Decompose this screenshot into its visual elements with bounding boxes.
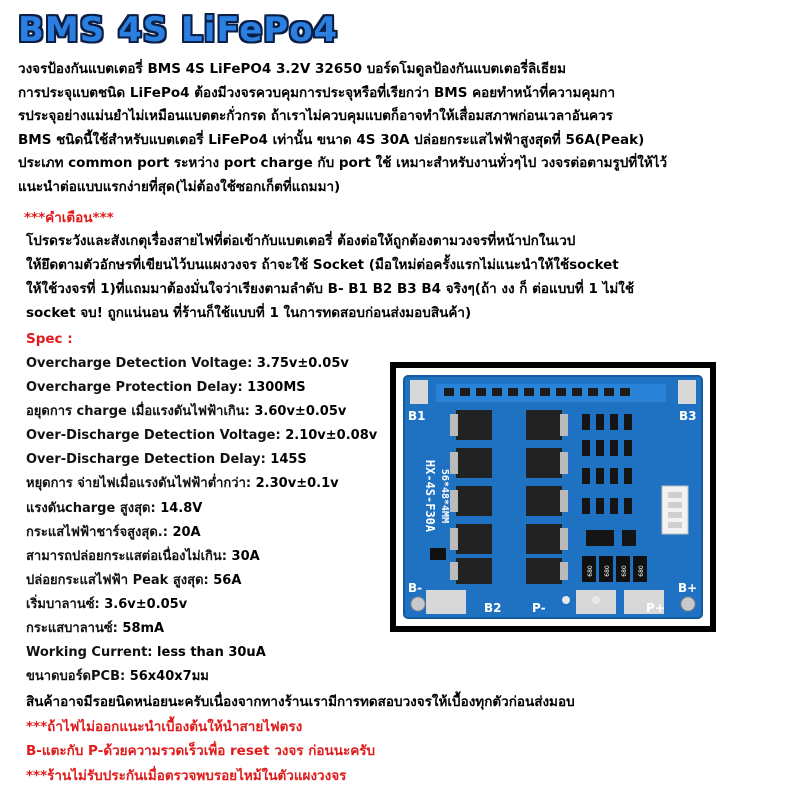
pad-label-b-minus: B-: [408, 581, 423, 595]
footer-warning: ***ถ้าไฟไม่ออกแนะนำเบื้องต้นให้นำสายไฟตรง: [26, 718, 303, 735]
pad-label-p-plus: P+: [646, 601, 665, 615]
pad-label-p-minus: P-: [532, 601, 546, 615]
spec-value: 145S: [270, 452, 307, 468]
spec-value: 14.8V: [160, 500, 203, 516]
warning-line: ให้ใช้วงจรที่ 1)ที่แถมมาต้องมั่นใจว่าเรียงตามลำดับ B- B1 B2 B3 B4 จริงๆ(ถ้า งง ก็ ต่อแบบที่ 1 ไม่ใช้: [26, 281, 635, 297]
intro-line: แนะนำต่อแบบแรกง่ายที่สุด(ไม่ต้องใช้ซอกเก็ตที่แถมมา): [18, 178, 341, 195]
warning-line: ให้ยึดตามตัวอักษรที่เขียนไว้บนแผงวงจร ถ้าจะใช้ Socket (มือใหม่ต่อครั้งแรกไม่แนะนำให้ใช้socket: [26, 257, 619, 273]
intro-line: ประเภท common port ระหว่าง port charge กับ port ใช้ เหมาะสำหรับงานทั่วๆไป วงจรต่อตามรูปที่ให้ไว้: [18, 155, 668, 171]
spec-row: [26, 617, 396, 641]
pad-label-b1: B1: [408, 409, 426, 423]
spec-label: กระแสบาลานซ์:: [26, 621, 123, 637]
pad-label-b3: B3: [679, 409, 697, 423]
spec-row: [26, 472, 396, 496]
pad-label-b-plus: B+: [678, 581, 698, 595]
page-title: BMS 4S LiFePo4: [18, 10, 339, 50]
board-model-label: HX-4S-F30A: [423, 459, 437, 533]
spec-label: Over-Discharge Detection Voltage:: [26, 428, 286, 444]
spec-row: [26, 497, 396, 521]
footer-notes: [26, 690, 786, 788]
warning-title: ***คำเตือน***: [24, 210, 114, 226]
resistor-label: 680: [638, 565, 645, 577]
resistor-label: 680: [604, 565, 611, 577]
spec-row: [26, 376, 396, 400]
warning-line: โปรดระวังและสังเกตุเรื่องสายไฟที่ต่อเข้ากับแบตเตอรี่ ต้องต่อให้ถูกต้องตามวงจรที่หน้าปกในเวป: [26, 233, 576, 249]
spec-value: 58mA: [122, 621, 165, 637]
spec-label: Overcharge Protection Delay:: [26, 380, 248, 396]
spec-value: 20A: [172, 524, 201, 540]
spec-row: [26, 352, 396, 376]
spec-label: ขนาดบอร์ดPCB:: [26, 669, 130, 685]
spec-value: 56x40x7มม: [129, 669, 209, 685]
spec-row: [26, 521, 396, 545]
resistor-label: 680: [587, 565, 594, 577]
spec-value: 3.75v±0.05v: [256, 356, 349, 371]
footer-warning: B-แตะกับ P-ด้วยความรวดเร็วเพื่อ reset วงจร ก่อนนะครับ: [26, 743, 376, 759]
spec-label: ปล่อยกระแสไฟฟ้า Peak สูงสุด:: [26, 572, 214, 588]
spec-label: Overcharge Detection Voltage:: [26, 356, 257, 371]
intro-line: รประจุอย่างแม่นยำไม่เหมือนแบตตะกั่วกรด ถ้าเราไม่ควบคุมแบตก็อาจทำให้เสื่อมสภาพก่อนเวลาอันควร: [18, 108, 613, 124]
spec-label: Over-Discharge Detection Delay:: [26, 452, 271, 468]
spec-label: แรงดันcharge สูงสุด:: [26, 500, 161, 516]
spec-value: 30A: [231, 548, 260, 564]
spec-value: 3.60v±0.05v: [254, 404, 347, 420]
spec-value: 2.30v±0.1v: [255, 476, 339, 492]
spec-label: อยุดการ charge เมื่อแรงดันไฟฟ้าเกิน:: [26, 404, 255, 420]
board-photo-frame: [390, 362, 716, 632]
footer-note: สินค้าอาจมีรอยนิดหน่อยนะครับเนื่องจากทางร้านเรามีการทดสอบวงจรให้เบื้องทุกตัวก่อนส่งมอบ: [26, 694, 575, 710]
warning-text: [26, 229, 786, 325]
board-photo: [396, 368, 710, 626]
footer-warning: ***ร้านไม่รับประกันเมื่อตรวจพบรอยไหม้ในตัวแผงวงจร: [26, 767, 347, 784]
resistor-label: 680: [621, 565, 628, 577]
spec-value: 56A: [213, 572, 242, 588]
intro-line: การประจุแบตชนิด LiFePo4 ต้องมีวงจรควบคุมการประจุหรือที่เรียกว่า BMS คอยทำหน้าที่ความคุมกา: [18, 84, 616, 101]
pad-label-b2: B2: [484, 601, 502, 615]
spec-title: Spec :: [26, 331, 73, 347]
intro-line: BMS ชนิดนี้ใช้สำหรับแบตเตอรี่ LiFePo4 เท่านั้น ขนาด 4S 30A ปล่อยกระแสไฟฟ้าสูงสุดที่ 56A(Peak): [18, 131, 645, 148]
spec-value: less than 30uA: [157, 645, 266, 661]
spec-row: [26, 424, 396, 448]
spec-label: เริ่มบาลานซ์:: [26, 596, 105, 612]
spec-row: [26, 545, 396, 569]
spec-value: 2.10v±0.08v: [285, 428, 378, 444]
spec-row: [26, 641, 396, 665]
spec-label: กระแสไฟฟ้าชาร์จสูงสุด.:: [26, 524, 173, 540]
spec-label: สามารถปล่อยกระแสต่อเนื่องไม่เกิน:: [26, 548, 232, 564]
spec-value: 3.6v±0.05v: [104, 596, 188, 612]
spec-row: [26, 400, 396, 424]
spec-row: [26, 448, 396, 472]
spec-label: หยุดการ จ่ายไฟเมื่อแรงดันไฟฟ้าต่ำกว่า:: [26, 476, 256, 492]
balance-connector: [662, 486, 688, 534]
spec-list: [26, 352, 396, 689]
board-size-label: 56*48*4MM: [439, 468, 450, 524]
spec-value: 1300MS: [247, 380, 306, 396]
spec-label: Working Current:: [26, 645, 158, 661]
warning-line: socket จบ! ถูกแน่นอน ที่ร้านก็ใช้แบบที่ 1 ในการทดสอบก่อนส่งมอบสินค้า): [26, 305, 472, 321]
spec-row: [26, 569, 396, 593]
intro-line: วงจรป้องกันแบตเตอรี่ BMS 4S LiFePO4 3.2V 32650 บอร์ดโมดูลป้องกันแบตเตอรี่ลิเธียม: [18, 61, 566, 77]
bms-board-image: [396, 368, 710, 626]
intro-text: [18, 58, 788, 199]
spec-row: [26, 665, 396, 689]
spec-row: [26, 593, 396, 617]
